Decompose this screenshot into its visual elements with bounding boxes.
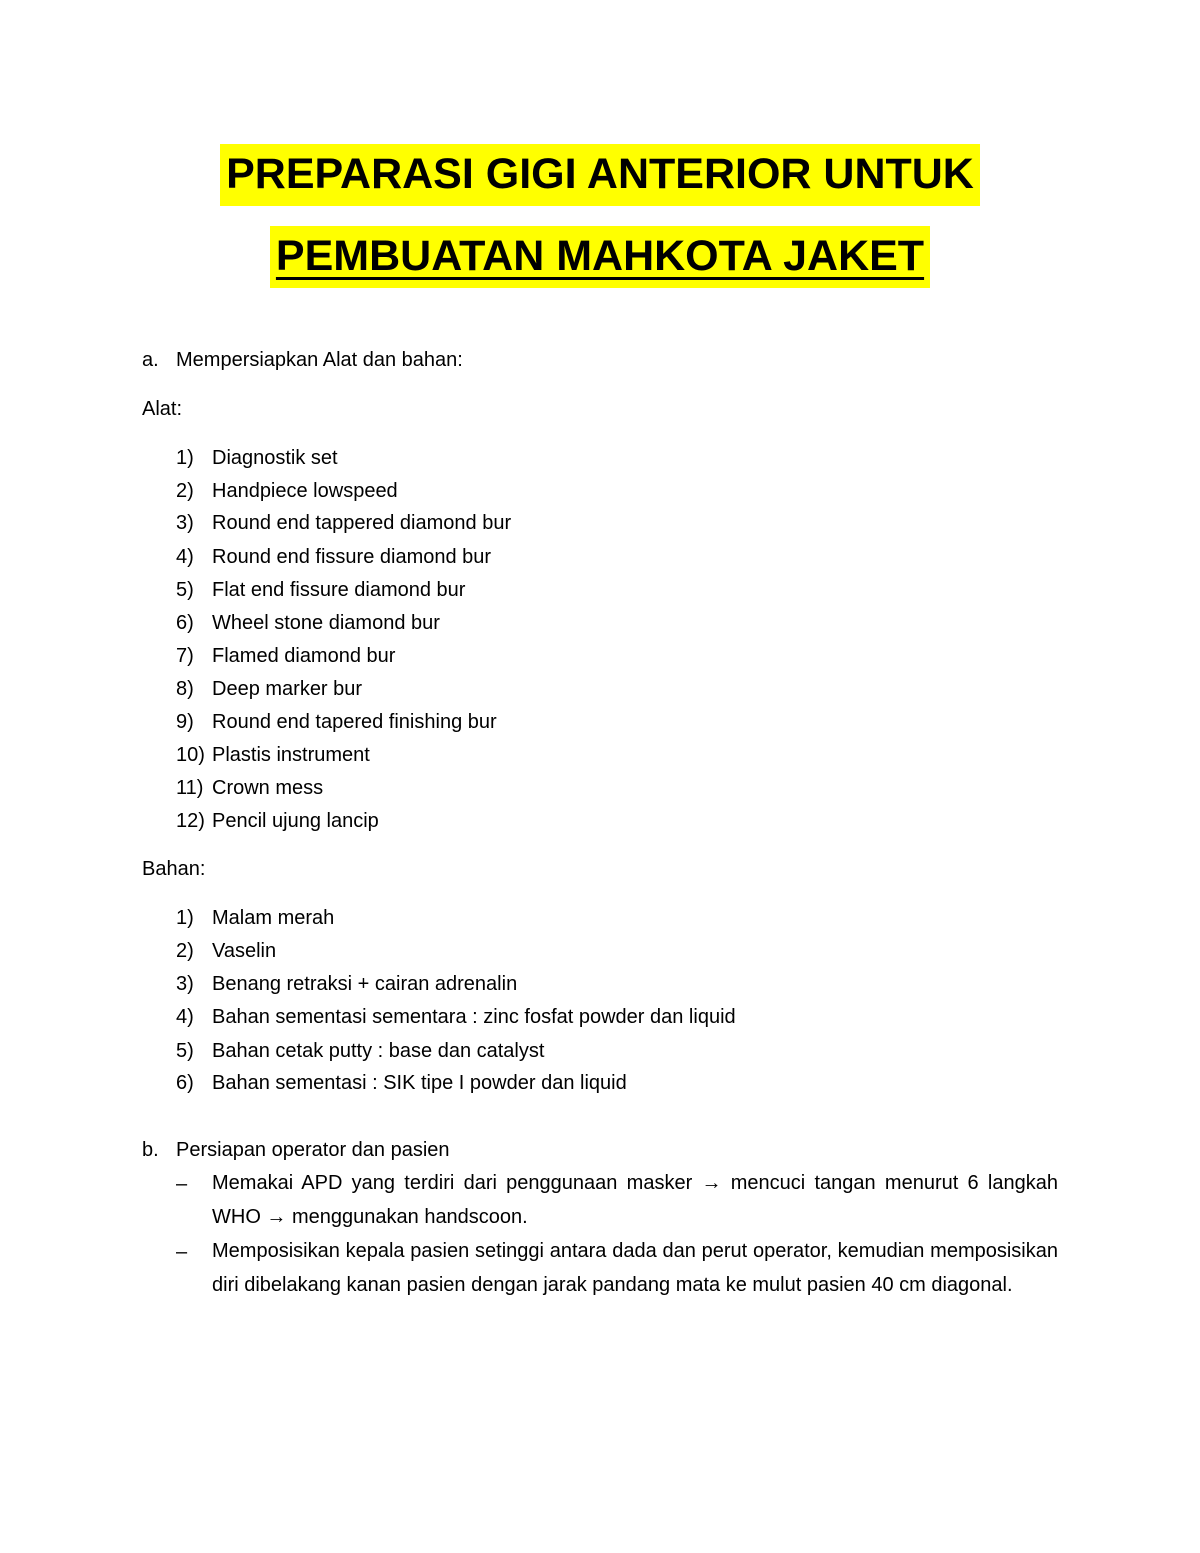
list-item-number: 9) bbox=[176, 711, 194, 733]
bahan-label: Bahan: bbox=[142, 858, 206, 880]
list-item: Vaselin bbox=[212, 940, 277, 962]
list-item-number: 1) bbox=[176, 447, 194, 469]
list-item: Diagnostik set bbox=[212, 447, 338, 469]
dash-bullet: – bbox=[176, 1173, 188, 1195]
list-item-number: 3) bbox=[176, 512, 194, 534]
list-item: Bahan sementasi sementara : zinc fosfat powder dan liquid bbox=[212, 1006, 736, 1028]
list-item: Round end fissure diamond bur bbox=[212, 546, 492, 568]
list-item: Round end tappered diamond bur bbox=[212, 512, 512, 534]
list-item-number: 12) bbox=[176, 810, 205, 832]
list-item-number: 10) bbox=[176, 744, 205, 766]
list-item: Malam merah bbox=[212, 907, 335, 929]
list-item: Bahan cetak putty : base dan catalyst bbox=[212, 1040, 545, 1062]
list-item: Round end tapered finishing bur bbox=[212, 711, 497, 733]
dash-bullet: – bbox=[176, 1241, 188, 1263]
list-item: Bahan sementasi : SIK tipe I powder dan liquid bbox=[212, 1072, 627, 1094]
list-item-number: 8) bbox=[176, 678, 194, 700]
list-item-number: 2) bbox=[176, 940, 194, 962]
title-line-2-text: PEMBUATAN MAHKOTA JAKET bbox=[270, 226, 930, 288]
section-a-marker: a. bbox=[142, 349, 159, 371]
alat-label: Alat: bbox=[142, 398, 183, 420]
list-item: Crown mess bbox=[212, 777, 324, 799]
list-item-number: 6) bbox=[176, 1072, 194, 1094]
list-item-number: 7) bbox=[176, 645, 194, 667]
list-item: Plastis instrument bbox=[212, 744, 370, 766]
list-item: Pencil ujung lancip bbox=[212, 810, 379, 832]
list-item: Handpiece lowspeed bbox=[212, 480, 398, 502]
list-item-number: 1) bbox=[176, 907, 194, 929]
bullet-paragraph: Memposisikan kepala pasien setinggi antara dada dan perut operator, kemudian memposisikan diri dibelakang kanan pasien dengan jarak pandang mata ke mulut pasien 40 cm diagonal. bbox=[212, 1240, 1058, 1296]
list-item-number: 2) bbox=[176, 480, 194, 502]
title-line-2 bbox=[0, 230, 1200, 282]
section-b-heading: Persiapan operator dan pasien bbox=[176, 1139, 450, 1161]
list-item: Benang retraksi + cairan adrenalin bbox=[212, 973, 518, 995]
title-line-1-text: PREPARASI GIGI ANTERIOR UNTUK bbox=[220, 144, 980, 206]
list-item-number: 4) bbox=[176, 546, 194, 568]
list-item: Flat end fissure diamond bur bbox=[212, 579, 466, 601]
list-item-number: 5) bbox=[176, 1040, 194, 1062]
title-line-1 bbox=[0, 148, 1200, 200]
list-item: Flamed diamond bur bbox=[212, 645, 396, 667]
list-item-number: 5) bbox=[176, 579, 194, 601]
list-item-number: 4) bbox=[176, 1006, 194, 1028]
section-b-marker: b. bbox=[142, 1139, 159, 1161]
list-item: Wheel stone diamond bur bbox=[212, 612, 440, 634]
section-a-heading: Mempersiapkan Alat dan bahan: bbox=[176, 349, 463, 371]
bullet-paragraph: Memakai APD yang terdiri dari penggunaan masker → mencuci tangan menurut 6 langkah WHO → menggunakan handscoon. bbox=[212, 1172, 1058, 1228]
list-item-number: 6) bbox=[176, 612, 194, 634]
list-item-number: 11) bbox=[176, 777, 204, 799]
list-item: Deep marker bur bbox=[212, 678, 363, 700]
list-item-number: 3) bbox=[176, 973, 194, 995]
